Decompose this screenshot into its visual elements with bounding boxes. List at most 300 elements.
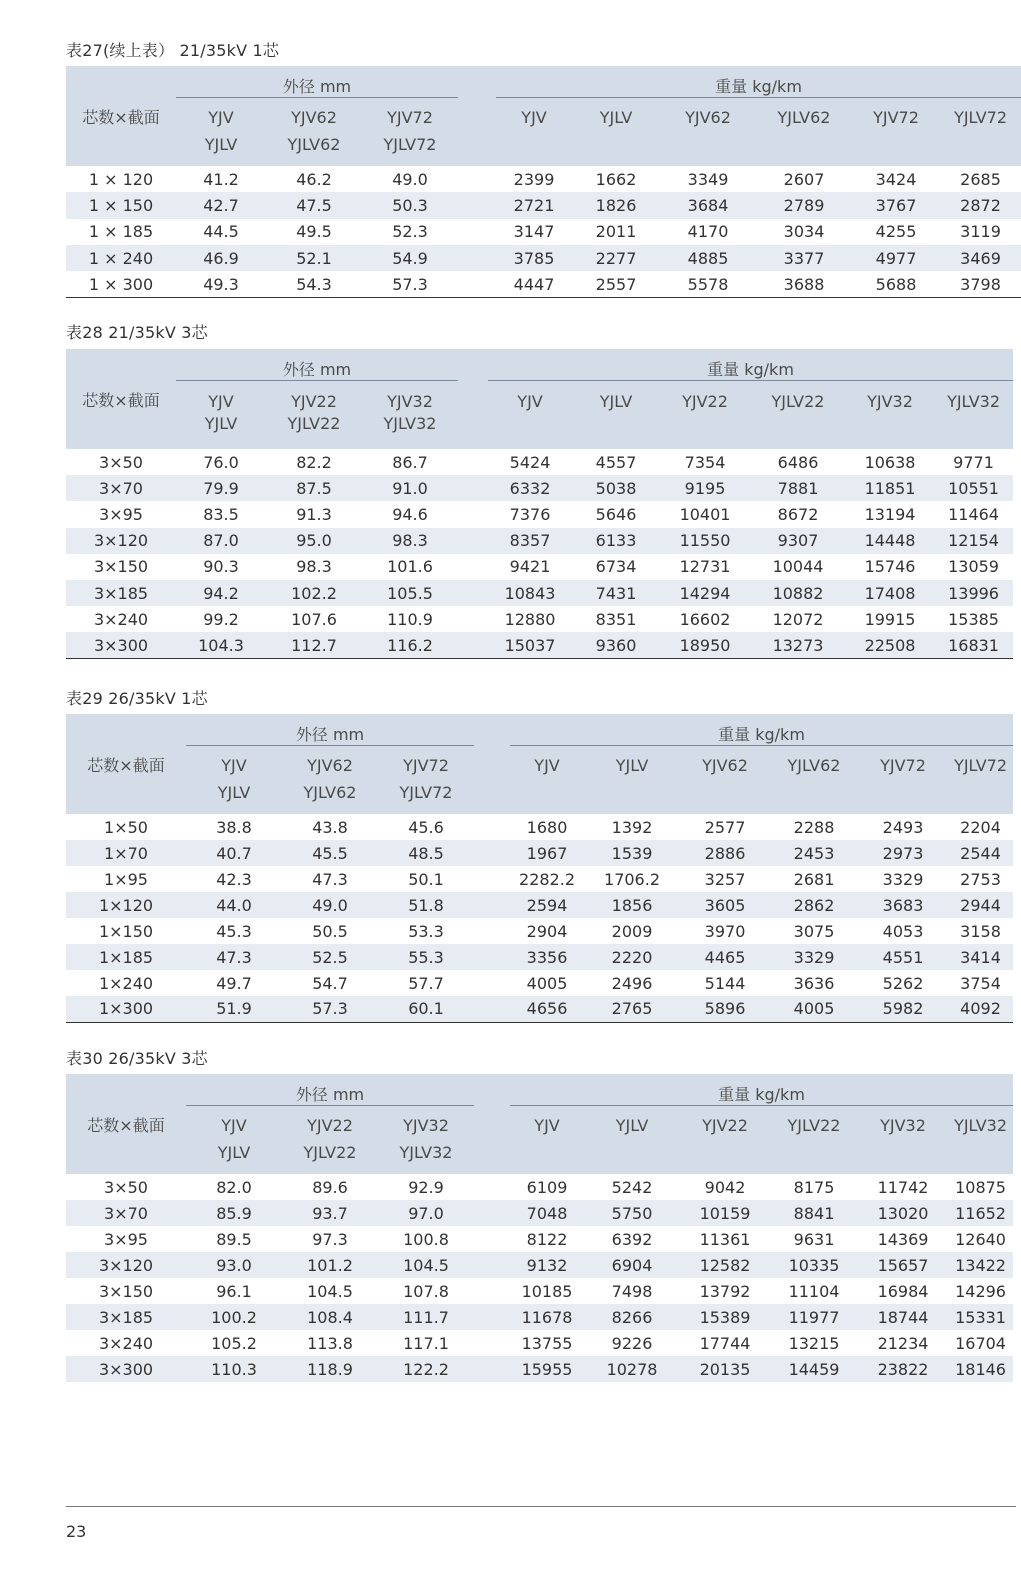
group-header-weight-label: 重量 kg/km xyxy=(510,722,1013,746)
column-header xyxy=(948,1108,1013,1174)
table-row xyxy=(66,1200,1013,1226)
value-cell: 111.7 xyxy=(378,1304,474,1330)
value-cell: 101.6 xyxy=(387,557,433,577)
table-caption: 表30 26/35kV 3芯 xyxy=(66,1049,208,1068)
row-gap-cell xyxy=(458,245,496,271)
value-cell: 3683 xyxy=(858,892,948,918)
value-cell: 4885 xyxy=(660,245,756,271)
row-label-cell: 3×300 xyxy=(66,632,176,658)
value-cell: 48.5 xyxy=(378,840,474,866)
value-cell: 54.3 xyxy=(266,271,362,297)
value-cell: 8175 xyxy=(793,1177,835,1197)
column-header-label: YJLV xyxy=(615,1116,649,1135)
column-header xyxy=(266,383,362,449)
value-cell: 2607 xyxy=(783,169,825,189)
column-header-label: YJV62 xyxy=(307,756,353,775)
column-header xyxy=(572,383,660,449)
column-header xyxy=(852,100,940,166)
value-cell: 11678 xyxy=(510,1304,584,1330)
value-cell: 2789 xyxy=(756,192,852,218)
value-cell: 5982 xyxy=(858,996,948,1022)
table-row xyxy=(66,449,1013,475)
value-cell: 60.1 xyxy=(378,996,474,1022)
value-cell: 2496 xyxy=(611,973,653,993)
column-header-label: YJLV22 xyxy=(771,392,825,411)
column-header-label: YJV xyxy=(221,1116,247,1135)
value-cell: 4092 xyxy=(948,996,1013,1022)
row-gap-cell xyxy=(458,554,488,580)
value-cell: 2288 xyxy=(793,817,835,837)
value-cell: 50.5 xyxy=(312,921,348,941)
table-row xyxy=(66,1252,1013,1278)
value-cell: 47.3 xyxy=(312,869,348,889)
column-header-label: YJV32 xyxy=(403,1116,449,1135)
column-header xyxy=(572,100,660,166)
value-cell: 11361 xyxy=(699,1229,751,1249)
table-row xyxy=(66,271,1021,297)
table-row xyxy=(66,1174,1013,1200)
table-row xyxy=(66,475,1013,501)
value-cell: 2721 xyxy=(496,192,572,218)
value-cell: 91.3 xyxy=(296,504,332,524)
value-cell: 10882 xyxy=(750,580,846,606)
row-label-cell: 3×185 xyxy=(66,1304,186,1330)
group-header-weight xyxy=(496,66,1021,100)
row-gap-cell xyxy=(474,1174,510,1200)
value-cell: 3424 xyxy=(875,169,917,189)
row-header-cell: 芯数×截面 xyxy=(66,66,176,166)
value-cell: 9226 xyxy=(611,1333,653,1353)
value-cell: 100.2 xyxy=(186,1304,282,1330)
value-cell: 3147 xyxy=(513,222,555,242)
row-label-cell: 1×185 xyxy=(66,944,186,970)
value-cell: 4447 xyxy=(496,271,572,297)
column-header-label: YJLV xyxy=(217,1143,251,1162)
value-cell: 12880 xyxy=(504,609,556,629)
value-cell: 7431 xyxy=(572,580,660,606)
row-gap-cell xyxy=(474,1330,510,1356)
value-cell: 3684 xyxy=(660,192,756,218)
row-header-cell: 芯数×截面 xyxy=(66,1074,186,1174)
column-header xyxy=(186,1108,282,1174)
value-cell: 9042 xyxy=(704,1177,746,1197)
row-label-cell: 3×95 xyxy=(104,1229,148,1249)
header-gap xyxy=(474,1074,510,1174)
value-cell: 17744 xyxy=(699,1333,751,1353)
value-cell: 44.0 xyxy=(186,892,282,918)
header-gap xyxy=(458,349,488,449)
value-cell: 1680 xyxy=(526,817,568,837)
value-cell: 87.0 xyxy=(176,528,266,554)
value-cell: 10278 xyxy=(584,1356,680,1382)
footer-divider xyxy=(66,1506,1016,1507)
table-row xyxy=(66,192,1021,218)
value-cell: 100.8 xyxy=(403,1229,449,1249)
value-cell: 5262 xyxy=(882,973,924,993)
row-gap-cell xyxy=(458,606,488,632)
value-cell: 13996 xyxy=(934,580,1013,606)
value-cell: 13020 xyxy=(858,1200,948,1226)
group-header-od-label: 外径 mm xyxy=(186,722,474,746)
row-label-cell: 1 × 150 xyxy=(66,192,176,218)
value-cell: 3767 xyxy=(852,192,940,218)
column-header-label: YJV xyxy=(208,108,234,127)
row-label-cell: 1×300 xyxy=(66,996,186,1022)
value-cell: 3356 xyxy=(510,944,584,970)
value-cell: 5750 xyxy=(584,1200,680,1226)
value-cell: 105.5 xyxy=(362,580,458,606)
column-header-label: YJV xyxy=(221,756,247,775)
value-cell: 98.3 xyxy=(296,557,332,577)
value-cell: 86.7 xyxy=(392,452,428,472)
value-cell: 7048 xyxy=(510,1200,584,1226)
value-cell: 4557 xyxy=(595,452,637,472)
row-header-cell: 芯数×截面 xyxy=(66,714,186,814)
value-cell: 53.3 xyxy=(408,921,444,941)
value-cell: 15389 xyxy=(680,1304,770,1330)
value-cell: 3636 xyxy=(793,973,835,993)
cable-spec-table xyxy=(66,1074,1013,1382)
value-cell: 16704 xyxy=(955,1333,1006,1353)
cable-spec-table xyxy=(66,66,1021,298)
value-cell: 4053 xyxy=(882,921,924,941)
value-cell: 3688 xyxy=(756,271,852,297)
value-cell: 93.0 xyxy=(186,1252,282,1278)
column-header xyxy=(948,748,1013,814)
table-caption: 表27(续上表） 21/35kV 1芯 xyxy=(66,41,280,60)
value-cell: 15037 xyxy=(488,632,572,658)
table-row xyxy=(66,580,1013,606)
row-label-cell: 1 × 240 xyxy=(66,245,176,271)
column-header-label: YJLV xyxy=(204,414,238,433)
value-cell: 14448 xyxy=(846,528,934,554)
table-row xyxy=(66,892,1013,918)
value-cell: 14296 xyxy=(955,1281,1006,1301)
table-row xyxy=(66,840,1013,866)
value-cell: 7881 xyxy=(750,475,846,501)
column-header-label: YJLV32 xyxy=(954,1116,1008,1135)
group-header-weight xyxy=(510,714,1013,748)
column-header-label: YJLV62 xyxy=(287,135,341,154)
value-cell: 4255 xyxy=(875,222,917,242)
row-label-cell: 3×300 xyxy=(66,1356,186,1382)
value-cell: 13194 xyxy=(864,504,916,524)
row-gap-cell xyxy=(458,580,488,606)
value-cell: 45.6 xyxy=(408,817,444,837)
table-row xyxy=(66,866,1013,892)
value-cell: 2544 xyxy=(948,840,1013,866)
value-cell: 7376 xyxy=(509,504,551,524)
value-cell: 108.4 xyxy=(282,1304,378,1330)
column-header-label: YJLV72 xyxy=(399,783,453,802)
value-cell: 3257 xyxy=(704,869,746,889)
value-cell: 5646 xyxy=(595,504,637,524)
value-cell: 82.0 xyxy=(216,1177,252,1197)
column-header xyxy=(266,100,362,166)
value-cell: 11104 xyxy=(788,1281,840,1301)
value-cell: 45.5 xyxy=(282,840,378,866)
value-cell: 4005 xyxy=(526,973,568,993)
value-cell: 6133 xyxy=(572,528,660,554)
value-cell: 79.9 xyxy=(176,475,266,501)
column-header xyxy=(858,1108,948,1174)
cable-spec-table xyxy=(66,349,1013,659)
row-gap-cell xyxy=(474,1356,510,1382)
value-cell: 4170 xyxy=(687,222,729,242)
value-cell: 57.3 xyxy=(362,271,458,297)
table-row xyxy=(66,501,1013,527)
row-gap-cell xyxy=(458,271,496,297)
table-row xyxy=(66,1226,1013,1252)
value-cell: 13273 xyxy=(750,632,846,658)
value-cell: 2453 xyxy=(770,840,858,866)
value-cell: 52.1 xyxy=(266,245,362,271)
value-cell: 85.9 xyxy=(186,1200,282,1226)
value-cell: 2220 xyxy=(584,944,680,970)
value-cell: 7498 xyxy=(611,1281,653,1301)
column-header-label: YJLV32 xyxy=(947,392,1001,411)
value-cell: 98.3 xyxy=(362,528,458,554)
value-cell: 13792 xyxy=(699,1281,751,1301)
row-label-cell: 3×70 xyxy=(66,475,176,501)
value-cell: 107.6 xyxy=(291,609,337,629)
row-label-cell: 1 × 120 xyxy=(88,169,154,189)
row-label-cell: 3×240 xyxy=(93,609,149,629)
row-label-cell: 1×240 xyxy=(98,973,154,993)
table-caption: 表28 21/35kV 3芯 xyxy=(66,323,208,342)
value-cell: 4656 xyxy=(510,996,584,1022)
row-label-cell: 3×70 xyxy=(66,1200,186,1226)
value-cell: 11550 xyxy=(660,528,750,554)
value-cell: 50.1 xyxy=(408,869,444,889)
value-cell: 6332 xyxy=(488,475,572,501)
value-cell: 104.3 xyxy=(176,632,266,658)
group-header-weight-label: 重量 kg/km xyxy=(488,357,1013,381)
value-cell: 18146 xyxy=(948,1356,1013,1382)
value-cell: 4977 xyxy=(852,245,940,271)
row-gap-cell xyxy=(474,814,510,840)
row-label-cell: 3×120 xyxy=(66,1252,186,1278)
column-header xyxy=(750,383,846,449)
group-header-weight-label: 重量 kg/km xyxy=(510,1082,1013,1106)
header-gap xyxy=(474,714,510,814)
table-row xyxy=(66,554,1013,580)
value-cell: 49.3 xyxy=(176,271,266,297)
value-cell: 3158 xyxy=(960,921,1001,941)
row-label-cell: 3×50 xyxy=(104,1177,148,1197)
value-cell: 2493 xyxy=(882,817,924,837)
value-cell: 9360 xyxy=(572,632,660,658)
row-gap-cell xyxy=(458,475,488,501)
column-header xyxy=(176,100,266,166)
value-cell: 91.0 xyxy=(362,475,458,501)
table-row xyxy=(66,1356,1013,1382)
value-cell: 1539 xyxy=(584,840,680,866)
column-header xyxy=(770,1108,858,1174)
value-cell: 18950 xyxy=(660,632,750,658)
column-header xyxy=(770,748,858,814)
row-gap-cell xyxy=(458,632,488,658)
value-cell: 22508 xyxy=(846,632,934,658)
row-gap-cell xyxy=(458,501,488,527)
table-row xyxy=(66,632,1013,658)
value-cell: 9195 xyxy=(660,475,750,501)
value-cell: 2594 xyxy=(510,892,584,918)
value-cell: 5038 xyxy=(572,475,660,501)
row-gap-cell xyxy=(474,944,510,970)
group-header-od-label: 外径 mm xyxy=(176,357,458,381)
value-cell: 11851 xyxy=(846,475,934,501)
row-label-cell: 1×120 xyxy=(66,892,186,918)
value-cell: 3798 xyxy=(940,271,1021,297)
value-cell: 1856 xyxy=(584,892,680,918)
value-cell: 2277 xyxy=(572,245,660,271)
value-cell: 96.1 xyxy=(216,1281,252,1301)
column-header-label: YJLV22 xyxy=(787,1116,841,1135)
value-cell: 2685 xyxy=(960,169,1001,189)
value-cell: 54.7 xyxy=(312,973,348,993)
column-header-label: YJV32 xyxy=(867,392,913,411)
value-cell: 13059 xyxy=(948,557,999,577)
table-caption: 表29 26/35kV 1芯 xyxy=(66,689,208,708)
value-cell: 57.7 xyxy=(408,973,444,993)
value-cell: 55.3 xyxy=(378,944,474,970)
row-gap-cell xyxy=(458,166,496,192)
row-label-cell: 3×120 xyxy=(66,528,176,554)
value-cell: 82.2 xyxy=(296,452,332,472)
value-cell: 6392 xyxy=(611,1229,653,1249)
value-cell: 16831 xyxy=(934,632,1013,658)
value-cell: 15746 xyxy=(864,557,916,577)
column-header-label: YJV xyxy=(517,392,543,411)
value-cell: 89.5 xyxy=(216,1229,252,1249)
column-header xyxy=(496,100,572,166)
row-gap-cell xyxy=(474,840,510,866)
row-gap-cell xyxy=(474,1226,510,1252)
value-cell: 5896 xyxy=(680,996,770,1022)
value-cell: 1826 xyxy=(572,192,660,218)
value-cell: 8841 xyxy=(770,1200,858,1226)
row-gap-cell xyxy=(474,1304,510,1330)
value-cell: 118.9 xyxy=(282,1356,378,1382)
column-header-label: YJV22 xyxy=(702,1116,748,1135)
value-cell: 51.8 xyxy=(378,892,474,918)
value-cell: 8122 xyxy=(526,1229,568,1249)
value-cell: 10044 xyxy=(772,557,824,577)
row-label-cell: 1×50 xyxy=(104,817,148,837)
value-cell: 2681 xyxy=(793,869,835,889)
value-cell: 3349 xyxy=(687,169,729,189)
value-cell: 54.9 xyxy=(362,245,458,271)
column-header xyxy=(510,748,584,814)
value-cell: 6109 xyxy=(526,1177,568,1197)
group-header-weight xyxy=(488,349,1013,383)
row-gap-cell xyxy=(474,918,510,944)
value-cell: 3414 xyxy=(948,944,1013,970)
value-cell: 110.9 xyxy=(387,609,433,629)
value-cell: 122.2 xyxy=(378,1356,474,1382)
value-cell: 2557 xyxy=(572,271,660,297)
column-header xyxy=(940,100,1021,166)
column-header xyxy=(660,383,750,449)
table-row xyxy=(66,219,1021,245)
column-header xyxy=(378,1108,474,1174)
value-cell: 3785 xyxy=(496,245,572,271)
value-cell: 2862 xyxy=(770,892,858,918)
column-header-label: YJLV32 xyxy=(383,414,437,433)
group-header-od xyxy=(176,66,458,100)
value-cell: 97.3 xyxy=(312,1229,348,1249)
value-cell: 49.7 xyxy=(216,973,252,993)
row-gap-cell xyxy=(474,996,510,1022)
column-header xyxy=(176,383,266,449)
row-gap-cell xyxy=(458,219,496,245)
value-cell: 104.5 xyxy=(307,1281,353,1301)
value-cell: 2753 xyxy=(960,869,1001,889)
value-cell: 3605 xyxy=(680,892,770,918)
value-cell: 42.7 xyxy=(176,192,266,218)
row-header-cell: 芯数×截面 xyxy=(66,349,176,449)
value-cell: 41.2 xyxy=(203,169,239,189)
value-cell: 49.5 xyxy=(296,222,332,242)
row-gap-cell xyxy=(458,449,488,475)
row-gap-cell xyxy=(474,1200,510,1226)
row-label-cell: 3×185 xyxy=(66,580,176,606)
value-cell: 57.3 xyxy=(282,996,378,1022)
value-cell: 13422 xyxy=(948,1252,1013,1278)
table-row xyxy=(66,166,1021,192)
value-cell: 16602 xyxy=(679,609,731,629)
row-gap-cell xyxy=(458,528,488,554)
value-cell: 112.7 xyxy=(266,632,362,658)
value-cell: 12731 xyxy=(679,557,731,577)
value-cell: 46.9 xyxy=(176,245,266,271)
value-cell: 44.5 xyxy=(203,222,239,242)
column-header-label: YJV22 xyxy=(307,1116,353,1135)
value-cell: 19915 xyxy=(864,609,916,629)
value-cell: 102.2 xyxy=(266,580,362,606)
group-header-od-label: 外径 mm xyxy=(186,1082,474,1106)
value-cell: 10551 xyxy=(934,475,1013,501)
value-cell: 11977 xyxy=(770,1304,858,1330)
value-cell: 52.5 xyxy=(282,944,378,970)
value-cell: 117.1 xyxy=(403,1333,449,1353)
value-cell: 10638 xyxy=(864,452,916,472)
row-gap-cell xyxy=(458,192,496,218)
value-cell: 10875 xyxy=(955,1177,1006,1197)
value-cell: 2009 xyxy=(611,921,653,941)
value-cell: 12072 xyxy=(772,609,824,629)
table-row xyxy=(66,245,1021,271)
column-header xyxy=(282,1108,378,1174)
value-cell: 76.0 xyxy=(203,452,239,472)
value-cell: 18744 xyxy=(858,1304,948,1330)
column-header-label: YJV72 xyxy=(387,108,433,127)
value-cell: 21234 xyxy=(877,1333,929,1353)
value-cell: 15657 xyxy=(858,1252,948,1278)
column-header-label: YJLV xyxy=(204,135,238,154)
column-header-label: YJV62 xyxy=(291,108,337,127)
header-gap xyxy=(458,66,496,166)
value-cell: 7354 xyxy=(684,452,726,472)
value-cell: 11652 xyxy=(948,1200,1013,1226)
value-cell: 6734 xyxy=(595,557,637,577)
value-cell: 52.3 xyxy=(392,222,428,242)
column-header-label: YJV72 xyxy=(880,756,926,775)
table-row xyxy=(66,970,1013,996)
value-cell: 3469 xyxy=(940,245,1021,271)
value-cell: 99.2 xyxy=(203,609,239,629)
